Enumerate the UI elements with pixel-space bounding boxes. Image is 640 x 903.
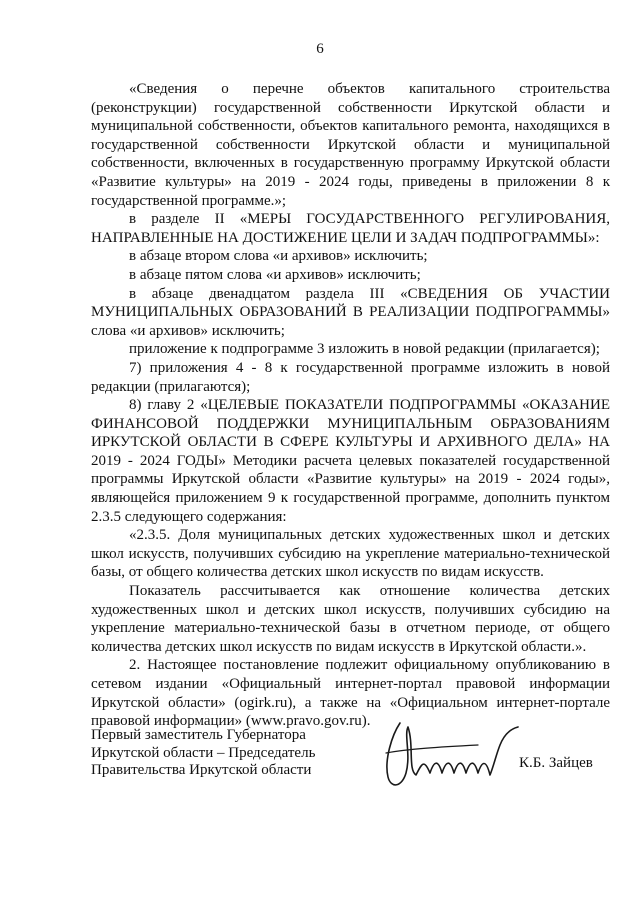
paragraph-appendix-8-info: «Сведения о перечне объектов капитального строительства (реконструкции) государственной собственности Иркутской области и муниципальной собственности, объектов капитального ремонта, находящихся в государственной собственности Иркутской области и муниципальной собственности, включенных в государственную программу Иркутской области «Развитие культуры» на 2019 - 2024 годы, приведены в приложении 8 к государственной программе.»; [91, 81, 610, 209]
signatory-title-line-3: Правительства Иркутской области [91, 762, 312, 778]
paragraph-item-7: 7) приложения 4 - 8 к государственной программе изложить в новой редакции (прилагаются); [91, 359, 610, 395]
page-number: 6 [316, 41, 324, 57]
paragraph-item-8: 8) главу 2 «ЦЕЛЕВЫЕ ПОКАЗАТЕЛИ ПОДПРОГРАММЫ «ОКАЗАНИЕ ФИНАНСОВОЙ ПОДДЕРЖКИ МУНИЦИПАЛЬНЫМ ОБРАЗОВАНИЯМ ИРКУТСКОЙ ОБЛАСТИ В СФЕРЕ КУЛЬТУРЫ И АРХИВНОГО ДЕЛА» НА 2019 - 2024 ГОДЫ» Методики расчета целевых показателей государственной программы Иркутской области «Развитие культуры» на 2019 - 2024 годы», являющейся приложением 9 к государственной программе, дополнить пунктом 2.3.5 следующего содержания: [91, 397, 610, 525]
signatory-title-line-1: Первый заместитель Губернатора [91, 727, 306, 743]
handwritten-signature [378, 715, 528, 795]
paragraph-second-abzac: в абзаце втором слова «и архивов» исключить; [129, 248, 428, 265]
paragraph-section-2: в разделе II «МЕРЫ ГОСУДАРСТВЕННОГО РЕГУЛИРОВАНИЯ, НАПРАВЛЕННЫЕ НА ДОСТИЖЕНИЕ ЦЕЛИ И ЗАДАЧ ПОДПРОГРАММЫ»: [91, 211, 610, 246]
document-body [91, 80, 610, 731]
signatory-title-line-2: Иркутской области – Председатель [91, 744, 316, 761]
paragraph-appendix-subprogram-3: приложение к подпрограмме 3 изложить в новой редакции (прилагается); [129, 341, 600, 358]
signatory-name: К.Б. Зайцев [519, 755, 593, 771]
paragraph-twelfth-abzac: в абзаце двенадцатом раздела III «СВЕДЕНИЯ ОБ УЧАСТИИ МУНИЦИПАЛЬНЫХ ОБРАЗОВАНИЙ В РЕАЛИЗАЦИИ ПОДПРОГРАММЫ» слова «и архивов» исключить; [91, 285, 610, 339]
paragraph-fifth-abzac: в абзаце пятом слова «и архивов» исключить; [129, 266, 421, 283]
paragraph-indicator: Показатель рассчитывается как отношение количества детских художественных школ и детских школ искусств, получивших субсидию на укрепление материально-технической базы в отчетном периоде, от общего количества детских школ искусств по видам искусств в Иркутской области.». [91, 583, 610, 655]
paragraph-publication: 2. Настоящее постановление подлежит официальному опубликованию в сетевом издании «Официальный интернет-портал правовой информации Иркутской области» (ogirk.ru), а также на «Официальном интернет-портале правовой информации» (www.pravo.gov.ru). [91, 657, 610, 730]
signatory-title [91, 727, 315, 780]
paragraph-2-3-5: «2.3.5. Доля муниципальных детских художественных школ и детских школ искусств, получивших субсидию на укрепление материально-технической базы, от общего количества детских школ искусств по видам искусств. [91, 527, 610, 581]
